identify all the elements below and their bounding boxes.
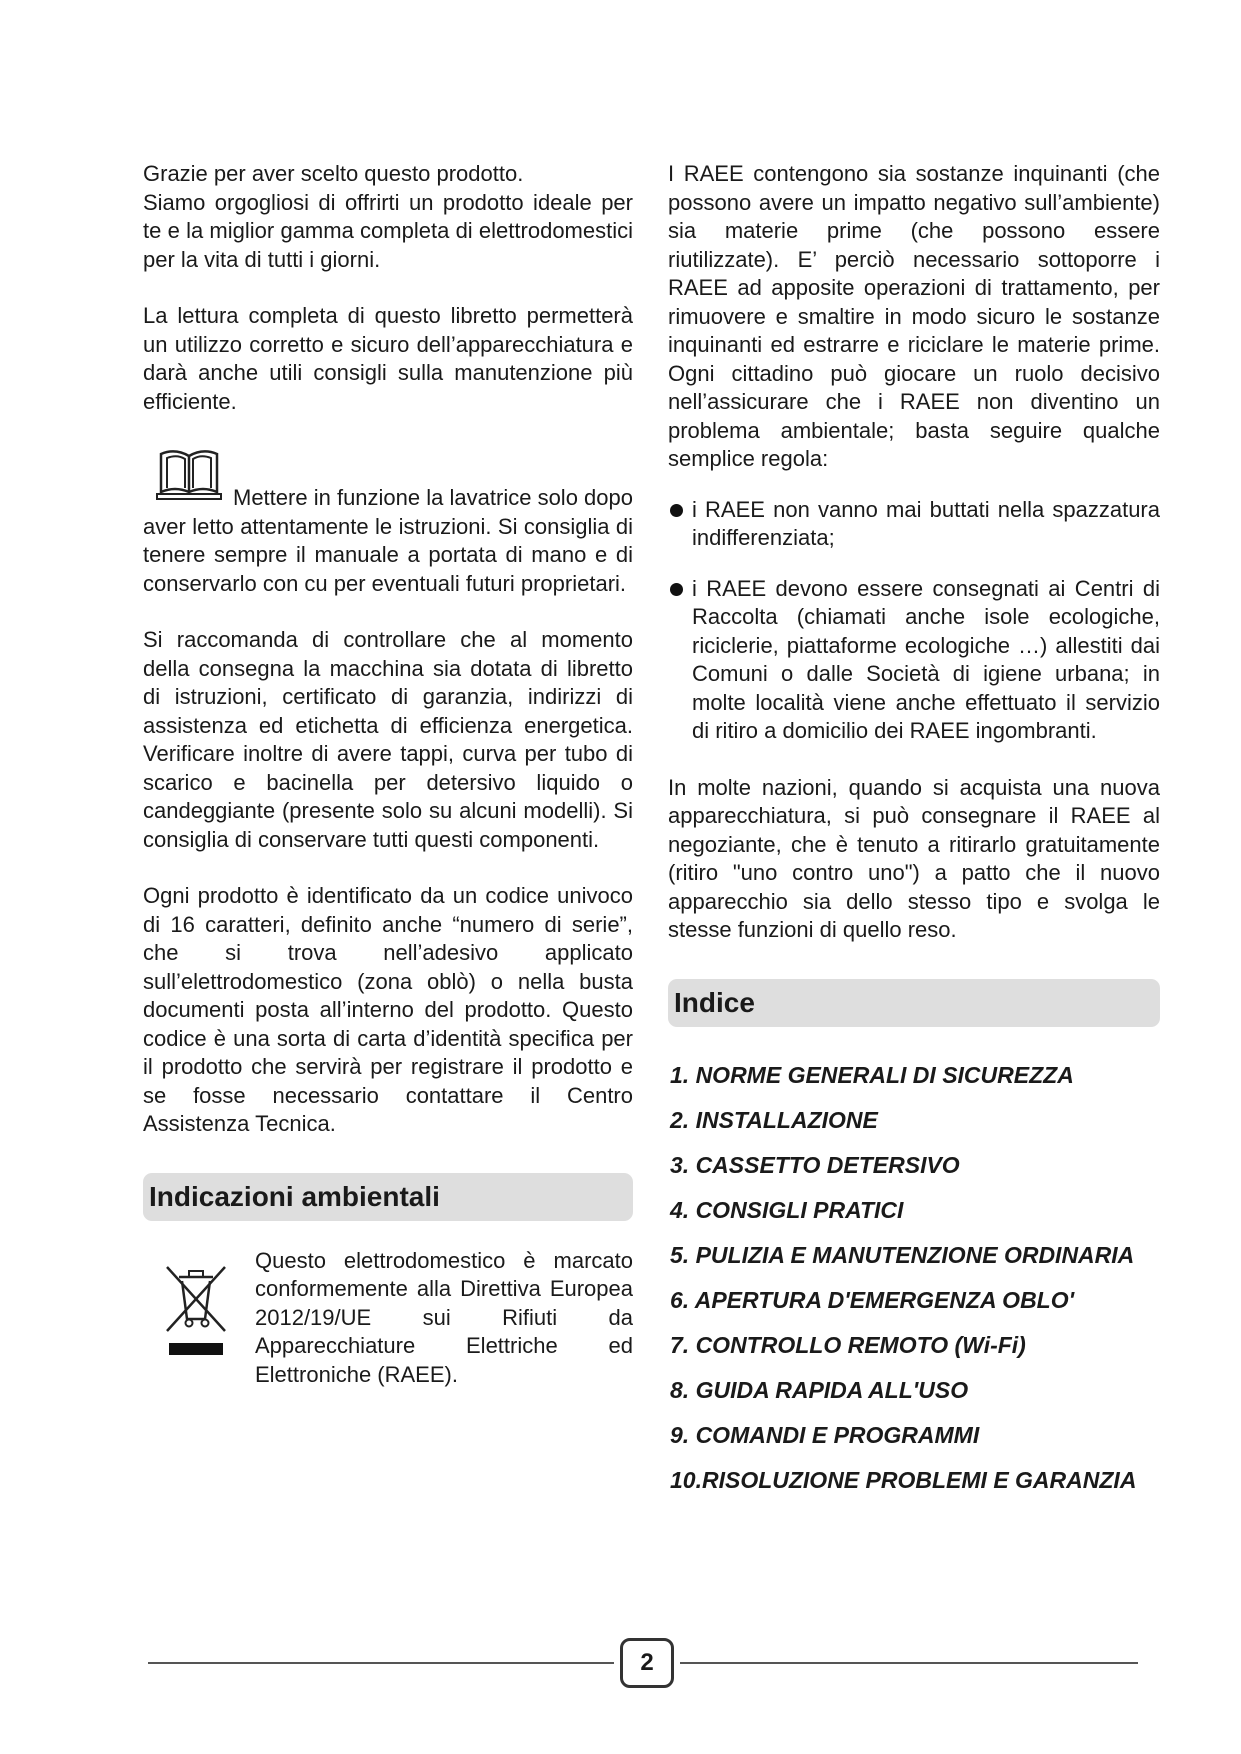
bullet-text: i RAEE devono essere consegnati ai Centri di Raccolta (chiamati anche isole ecologiche, riciclerie, piattaforme ecologiche …) allestiti dai Comuni o dalle Società di igiene urbana; in molte località viene anche effettuato il servizio di ritiro a domicilio dei RAEE ingombranti. (692, 575, 1160, 743)
toc-item[interactable]: 10.RISOLUZIONE PROBLEMI E GARANZIA (670, 1466, 1137, 1493)
manual-note: Mettere in funzione la lavatrice solo dopo aver letto attentamente le istruzioni. Si consiglia di tenere sempre il manuale a portata di mano e di conservarlo con cu per eventuali futuri proprietari. (143, 485, 633, 596)
crossed-bin-icon (165, 1261, 227, 1359)
manual-note-block (143, 446, 633, 598)
toc-item[interactable]: 4. CONSIGLI PRATICI (670, 1196, 904, 1223)
toc-item[interactable]: 5. PULIZIA E MANUTENZIONE ORDINARIA (670, 1241, 1135, 1268)
bullet-text: i RAEE non vanno mai buttati nella spazzatura indifferenziata; (692, 496, 1160, 550)
open-book-icon (155, 446, 223, 502)
right-column (668, 160, 1160, 1503)
intro-body: Siamo orgogliosi di offrirti un prodotto ideale per te e la miglior gamma completa di elettrodomestici per la vita di tutti i giorni. (143, 189, 633, 272)
bullet-item (668, 575, 1160, 746)
left-column (143, 160, 633, 1389)
toc-item[interactable]: 1. NORME GENERALI DI SICUREZZA (670, 1061, 1074, 1088)
reading-paragraph: La lettura completa di questo libretto permetterà un utilizzo corretto e sicuro dell’apparecchiatura e darà anche utili consigli sulla manutenzione più efficiente. (143, 303, 633, 414)
environment-heading: Indicazioni ambientali (143, 1173, 633, 1221)
index-heading: Indice (668, 979, 1160, 1027)
bullet-dot-icon (670, 583, 683, 596)
page-number: 2 (620, 1638, 674, 1688)
toc-item[interactable]: 7. CONTROLLO REMOTO (Wi-Fi) (670, 1331, 1026, 1358)
delivery-paragraph: Si raccomanda di controllare che al momento della consegna la macchina sia dotata di libretto di istruzioni, certificato di garanzia, indirizzi di assistenza ed etichetta di efficienza energetica. Verificare inoltre di avere tappi, curva per tubo di scarico e bacinella per detersivo liquido o candeggiante (presente solo su alcuni modelli). Si consiglia di conservare tutti questi componenti. (143, 627, 633, 852)
weee-block (143, 1247, 633, 1390)
toc-item[interactable]: 3. CASSETTO DETERSIVO (670, 1151, 960, 1178)
weee-text: Questo elettrodomestico è marcato conformemente alla Direttiva Europea 2012/19/UE sui Rifiuti da Apparecchiature Elettriche ed Elettroniche (RAEE). (255, 1247, 633, 1387)
toc-item[interactable]: 2. INSTALLAZIONE (670, 1106, 878, 1133)
bullet-dot-icon (670, 504, 683, 517)
serial-paragraph: Ogni prodotto è identificato da un codice univoco di 16 caratteri, definito anche “numero di serie”, che si trova nell’adesivo applicato sull’elettrodomestico (zona oblò) o nella busta documenti posta all’interno del prodotto. Questo codice è una sorta di carta d’identità specifica per il prodotto che servirà per registrare il prodotto e se fosse necessario contattare il Centro Assistenza Tecnica. (143, 883, 633, 1136)
retailer-paragraph: In molte nazioni, quando si acquista una nuova apparecchiatura, si può consegnare il RAEE al negoziante, che è tenuto a ritirarlo gratuitamente (ritiro "uno contro uno") a patto che il nuovo apparecchio sia dello stesso tipo e svolga le stesse funzioni di quello reso. (668, 774, 1160, 942)
table-of-contents (668, 1053, 1160, 1503)
bullet-item (668, 496, 1160, 553)
raee-intro: I RAEE contengono sia sostanze inquinanti (che possono avere un impatto negativo sull’ambiente) sia materie prime (che possono essere riutilizzate). E’ perciò necessario sottoporre i RAEE ad apposite operazioni di trattamento, per rimuovere e smaltire in modo sicuro le sostanze inquinanti ed estrarre e riciclare le materie prime. Ogni cittadino può giocare un ruolo decisivo nell’assicurare che i RAEE non diventino un problema ambientale; basta seguire qualche semplice regola: (668, 161, 1160, 471)
toc-item[interactable]: 8. GUIDA RAPIDA ALL'USO (670, 1376, 969, 1403)
footer-rule-left (148, 1662, 614, 1664)
intro-title: Grazie per aver scelto questo prodotto. (143, 161, 524, 186)
footer-rule-right (680, 1662, 1138, 1664)
toc-item[interactable]: 6. APERTURA D'EMERGENZA OBLO' (670, 1286, 1075, 1313)
toc-item[interactable]: 9. COMANDI E PROGRAMMI (670, 1421, 980, 1448)
